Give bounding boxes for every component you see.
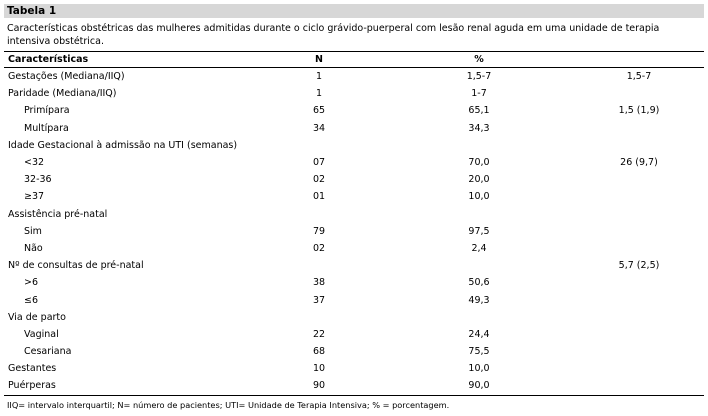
row-label: Cesariana	[24, 346, 72, 358]
row-label: Sim	[24, 225, 42, 237]
row-percent: 2,4	[471, 242, 487, 254]
row-n	[254, 309, 384, 326]
row-percent	[384, 137, 574, 154]
row-label: Não	[24, 242, 43, 254]
row-percent: 49,3	[468, 294, 490, 306]
row-n: 02	[312, 174, 326, 186]
table-row	[4, 85, 704, 102]
row-label: Assistência pré-natal	[8, 208, 108, 220]
row-stat	[574, 360, 704, 377]
header-stat	[574, 52, 704, 68]
row-label: ≤6	[24, 294, 39, 306]
table-row	[4, 309, 704, 326]
table-row	[4, 240, 704, 257]
row-label: Gestações (Mediana/IIQ)	[8, 71, 125, 83]
row-label: Multípara	[24, 122, 69, 134]
table-footnote: IIQ= intervalo interquartil; N= número de pacientes; UTI= Unidade de Terapia Intensiva; % = porcentagem.	[7, 400, 450, 410]
row-n: 79	[312, 225, 326, 237]
row-stat	[574, 326, 704, 343]
row-n: 1	[315, 88, 323, 100]
table-row	[4, 171, 704, 188]
row-percent: 97,5	[468, 225, 490, 237]
row-n	[254, 137, 384, 154]
row-n: 68	[312, 346, 326, 358]
row-stat	[574, 171, 704, 188]
row-label: Nº de consultas de pré-natal	[8, 260, 144, 272]
row-stat	[574, 120, 704, 137]
table-row	[4, 326, 704, 343]
table-row	[4, 223, 704, 240]
row-percent: 50,6	[468, 277, 490, 289]
row-percent	[384, 309, 574, 326]
row-label: ≥37	[24, 191, 45, 203]
row-stat	[574, 343, 704, 360]
row-n: 02	[312, 242, 326, 254]
row-n: 65	[312, 105, 326, 117]
header-characteristic: Características	[4, 52, 254, 68]
row-n: 10	[312, 363, 326, 375]
table-row	[4, 102, 704, 119]
row-label: Gestantes	[8, 363, 57, 375]
row-label: Puérperas	[4, 377, 254, 395]
row-label: 32-36	[24, 174, 52, 186]
row-stat	[574, 137, 704, 154]
table-row	[4, 257, 704, 274]
row-n: 90	[254, 377, 384, 395]
row-stat	[574, 188, 704, 205]
row-percent	[384, 257, 574, 274]
obstetric-characteristics-table	[4, 51, 704, 396]
row-n	[254, 206, 384, 223]
row-n: 1	[315, 71, 323, 83]
row-percent: 10,0	[468, 363, 490, 375]
row-label: Idade Gestacional à admissão na UTI (semanas)	[8, 139, 238, 151]
row-n: 01	[312, 191, 326, 203]
row-stat	[574, 291, 704, 308]
row-percent: 20,0	[468, 174, 490, 186]
row-stat: 1,5 (1,9)	[618, 105, 660, 117]
table-row	[4, 154, 704, 171]
row-label: Vaginal	[24, 328, 59, 340]
row-stat	[574, 223, 704, 240]
table-row	[4, 68, 704, 86]
row-percent: 1-7	[471, 88, 487, 100]
row-stat	[574, 309, 704, 326]
table-row	[4, 291, 704, 308]
header-percent: %	[384, 52, 574, 68]
row-stat	[574, 85, 704, 102]
table-row	[4, 137, 704, 154]
row-stat	[574, 240, 704, 257]
header-n: N	[254, 52, 384, 68]
table-row	[4, 120, 704, 137]
row-stat: 26 (9,7)	[620, 157, 658, 169]
row-percent: 75,5	[468, 346, 490, 358]
row-label: <32	[24, 157, 45, 169]
table-row	[4, 188, 704, 205]
row-percent: 10,0	[468, 191, 490, 203]
table-row	[4, 206, 704, 223]
row-percent: 24,4	[468, 328, 490, 340]
row-n: 22	[312, 328, 326, 340]
table-row	[4, 377, 704, 395]
row-label: Paridade (Mediana/IIQ)	[8, 88, 117, 100]
table-header-row	[4, 52, 704, 68]
row-percent: 70,0	[468, 157, 490, 169]
row-percent	[384, 206, 574, 223]
table-caption: Características obstétricas das mulheres admitidas durante o ciclo grávido-puerperal com lesão renal aguda em uma unidade de terapia intensiva obstétrica.	[7, 23, 660, 47]
table-row	[4, 360, 704, 377]
row-percent: 65,1	[468, 105, 490, 117]
table-row	[4, 343, 704, 360]
row-label: Primípara	[24, 105, 70, 117]
row-n: 07	[312, 157, 326, 169]
row-percent: 90,0	[384, 377, 574, 395]
row-n	[254, 257, 384, 274]
row-label: Via de parto	[8, 311, 66, 323]
row-label: >6	[24, 277, 39, 289]
row-stat	[574, 377, 704, 395]
row-stat	[574, 206, 704, 223]
row-stat: 1,5-7	[626, 71, 652, 83]
table-body	[4, 68, 704, 396]
row-percent: 34,3	[468, 122, 490, 134]
row-stat	[574, 274, 704, 291]
row-stat: 5,7 (2,5)	[618, 260, 660, 272]
row-percent: 1,5-7	[466, 71, 492, 83]
table-title: Tabela 1	[4, 4, 704, 18]
row-n: 34	[312, 122, 326, 134]
table-row	[4, 274, 704, 291]
row-n: 37	[312, 294, 326, 306]
row-n: 38	[312, 277, 326, 289]
data-table-wrapper	[4, 51, 704, 396]
